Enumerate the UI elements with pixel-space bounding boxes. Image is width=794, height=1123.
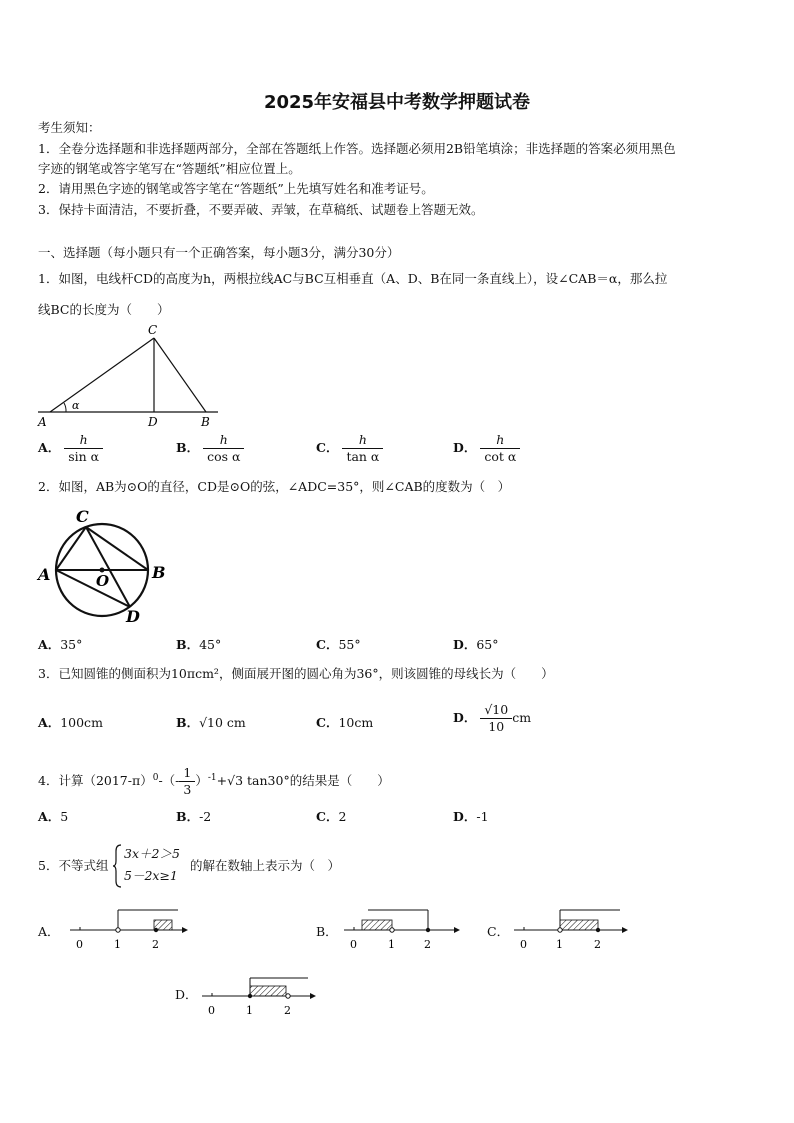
- q5-option-a-label[interactable]: A．: [38, 924, 60, 939]
- q1-option-b-label: B．: [176, 440, 200, 455]
- q2-label-c: C: [76, 507, 89, 526]
- q3-d-num: √10: [480, 702, 512, 719]
- q1-line-bc: [154, 338, 206, 412]
- q1-option-c[interactable]: [316, 432, 383, 465]
- q4-frac-num: 1: [179, 765, 195, 782]
- q1-option-a-fraction: [64, 432, 103, 465]
- q5-b-tick-0: 0: [350, 938, 357, 951]
- q2-option-c-label: C．: [316, 637, 339, 652]
- q5-c-tick-2: 2: [594, 938, 601, 951]
- q2-figure: [34, 502, 170, 628]
- q4-stem-pre: 4．计算（2017-π）: [38, 773, 153, 788]
- q5-option-b-numberline[interactable]: [340, 908, 464, 952]
- q1-label-d: D: [148, 415, 158, 429]
- q1-option-c-fraction: [342, 432, 383, 465]
- q4-option-a-label: A．: [38, 809, 61, 824]
- q1-stem-line1: 1．如图，电线杆CD的高度为h，两根拉线AC与BC互相垂直（A、D、B在同一条直线上），设∠CAB＝α，那么拉: [38, 271, 668, 286]
- q2-option-a-label: A．: [38, 637, 61, 652]
- q2-label-o: O: [96, 572, 110, 590]
- q4-stem-mid: -（-: [158, 773, 180, 788]
- q5-option-c-numberline[interactable]: [510, 908, 634, 952]
- q3-option-d-fraction: [480, 702, 512, 735]
- q4-frac-den: 3: [183, 782, 192, 797]
- q4-option-d-text: -1: [476, 809, 489, 824]
- q2-stem: 2．如图，AB为⊙O的直径，CD是⊙O的弦，∠ADC=35°，则∠CAB的度数为（ ）: [38, 479, 511, 494]
- q2-option-c-text: 55°: [338, 637, 361, 652]
- q1-angle-arc: [64, 403, 66, 412]
- q4-option-c[interactable]: [316, 807, 346, 825]
- q5-option-d-numberline[interactable]: [198, 972, 322, 1018]
- q1-option-b[interactable]: [176, 432, 244, 465]
- q1-a-den: sin α: [68, 449, 100, 464]
- q1-label-c: C: [148, 323, 158, 337]
- q5-d-tick-2: 2: [284, 1004, 291, 1017]
- q1-label-alpha: α: [72, 399, 80, 412]
- q4-option-a[interactable]: [38, 807, 68, 825]
- q4-option-b-text: -2: [199, 809, 212, 824]
- q2-option-d-label: D．: [453, 637, 477, 652]
- q1-c-num: h: [342, 432, 383, 449]
- q5-a-tick-2: 2: [152, 938, 159, 951]
- q5-a-tick-1: 1: [114, 938, 121, 951]
- q1-b-den: cos α: [207, 449, 241, 464]
- q3-option-a[interactable]: [38, 713, 103, 731]
- q3-option-a-label: A．: [38, 715, 61, 730]
- q3-d-den: 10: [488, 719, 505, 734]
- q1-option-d[interactable]: [453, 432, 520, 465]
- page-title: 2025年安福县中考数学押题试卷: [263, 92, 531, 113]
- q5-stem-post: 的解在数轴上表示为（ ）: [190, 858, 341, 873]
- q5-a-tick-0: 0: [76, 938, 83, 951]
- q4-option-a-text: 5: [60, 809, 69, 824]
- q2-option-d-text: 65°: [476, 637, 499, 652]
- q1-d-den: cot α: [484, 449, 517, 464]
- q2-option-b[interactable]: [176, 635, 221, 653]
- q1-label-b: B: [201, 415, 210, 429]
- q4-stem-post: +√3 tan30°的结果是（ ）: [216, 773, 390, 788]
- q4-stem-close: ）: [195, 773, 208, 788]
- notice-item-2: 2．请用黑色字迹的钢笔或答字笔在“答题纸”上先填写姓名和准考证号。: [38, 181, 434, 196]
- q1-a-num: h: [64, 432, 103, 449]
- section-heading: 一、选择题（每小题只有一个正确答案，每小题3分，满分30分）: [38, 245, 400, 260]
- q3-option-c[interactable]: [316, 713, 373, 731]
- q4-exp1: -1: [207, 772, 217, 783]
- q1-option-b-fraction: [203, 432, 244, 465]
- q5-c-tick-1: 1: [556, 938, 563, 951]
- q2-option-c[interactable]: [316, 635, 361, 653]
- q1-d-num: h: [480, 432, 520, 449]
- q4-option-d-label: D．: [453, 809, 477, 824]
- q2-option-b-text: 45°: [199, 637, 222, 652]
- q1-option-a[interactable]: [38, 432, 103, 465]
- q1-figure: [36, 320, 221, 430]
- q2-option-a[interactable]: [38, 635, 82, 653]
- q1-label-a: A: [38, 415, 47, 429]
- q3-option-c-text: 10cm: [338, 715, 374, 730]
- q3-option-b-text: √10 cm: [199, 715, 246, 730]
- q3-option-d-label: D．: [453, 710, 477, 725]
- q1-b-num: h: [203, 432, 244, 449]
- q3-option-b-label: B．: [176, 715, 200, 730]
- q2-label-d: D: [126, 607, 140, 626]
- q3-stem: 3．已知圆锥的侧面积为10πcm²，侧面展开图的圆心角为36°，则该圆锥的母线长为（ ）: [38, 666, 554, 681]
- q3-option-d-unit: cm: [512, 710, 532, 725]
- q2-option-d[interactable]: [453, 635, 499, 653]
- q4-exp0: 0: [152, 772, 159, 783]
- q3-option-d[interactable]: [453, 702, 531, 735]
- q4-fraction: [179, 765, 195, 798]
- q5-inequality-1: 3x＋2＞5: [124, 846, 180, 861]
- q1-option-a-label: A．: [38, 440, 61, 455]
- q5-b-tick-1: 1: [388, 938, 395, 951]
- q1-stem-line2: 线BC的长度为（ ）: [38, 302, 170, 317]
- q5-d-tick-1: 1: [246, 1004, 253, 1017]
- q4-option-c-label: C．: [316, 809, 339, 824]
- q2-label-b: B: [152, 563, 166, 582]
- q4-option-b-label: B．: [176, 809, 200, 824]
- q4-option-d[interactable]: [453, 807, 489, 825]
- q2-option-a-text: 35°: [60, 637, 83, 652]
- q2-line-cb: [86, 527, 148, 570]
- q5-brace: [112, 843, 122, 889]
- q5-c-tick-0: 0: [520, 938, 527, 951]
- q5-option-d-label[interactable]: D．: [175, 987, 198, 1002]
- q5-option-a-numberline[interactable]: [66, 908, 190, 952]
- q1-c-den: tan α: [346, 449, 380, 464]
- q1-option-d-label: D．: [453, 440, 477, 455]
- notice-item-1: 1．全卷分选择题和非选择题两部分，全部在答题纸上作答。选择题必须用2B铅笔填涂；非选择题的答案必须用黑色: [38, 141, 676, 156]
- q5-b-tick-2: 2: [424, 938, 431, 951]
- q4-option-b[interactable]: [176, 807, 211, 825]
- q5-d-tick-0: 0: [208, 1004, 215, 1017]
- q4-stem: [38, 765, 390, 798]
- q4-option-c-text: 2: [338, 809, 347, 824]
- q2-label-a: A: [38, 565, 51, 584]
- q1-option-c-label: C．: [316, 440, 339, 455]
- notice-item-3: 3．保持卡面清洁，不要折叠，不要弄破、弄皱，在草稿纸、试题卷上答题无效。: [38, 202, 484, 217]
- q5-stem-pre: 5．不等式组: [38, 858, 109, 873]
- q5-option-b-label[interactable]: B．: [316, 924, 338, 939]
- q5-inequality-2: 5－2x≥1: [124, 868, 178, 883]
- q5-option-c-label[interactable]: C．: [487, 924, 510, 939]
- notice-item-1-cont: 字迹的钢笔或答字笔写在“答题纸”相应位置上。: [38, 161, 301, 176]
- q3-option-c-label: C．: [316, 715, 339, 730]
- q3-option-b[interactable]: [176, 713, 246, 731]
- q2-option-b-label: B．: [176, 637, 200, 652]
- q3-option-a-text: 100cm: [60, 715, 103, 730]
- q1-option-d-fraction: [480, 432, 520, 465]
- q1-line-ac: [50, 338, 154, 412]
- notice-heading: 考生须知：: [38, 120, 101, 135]
